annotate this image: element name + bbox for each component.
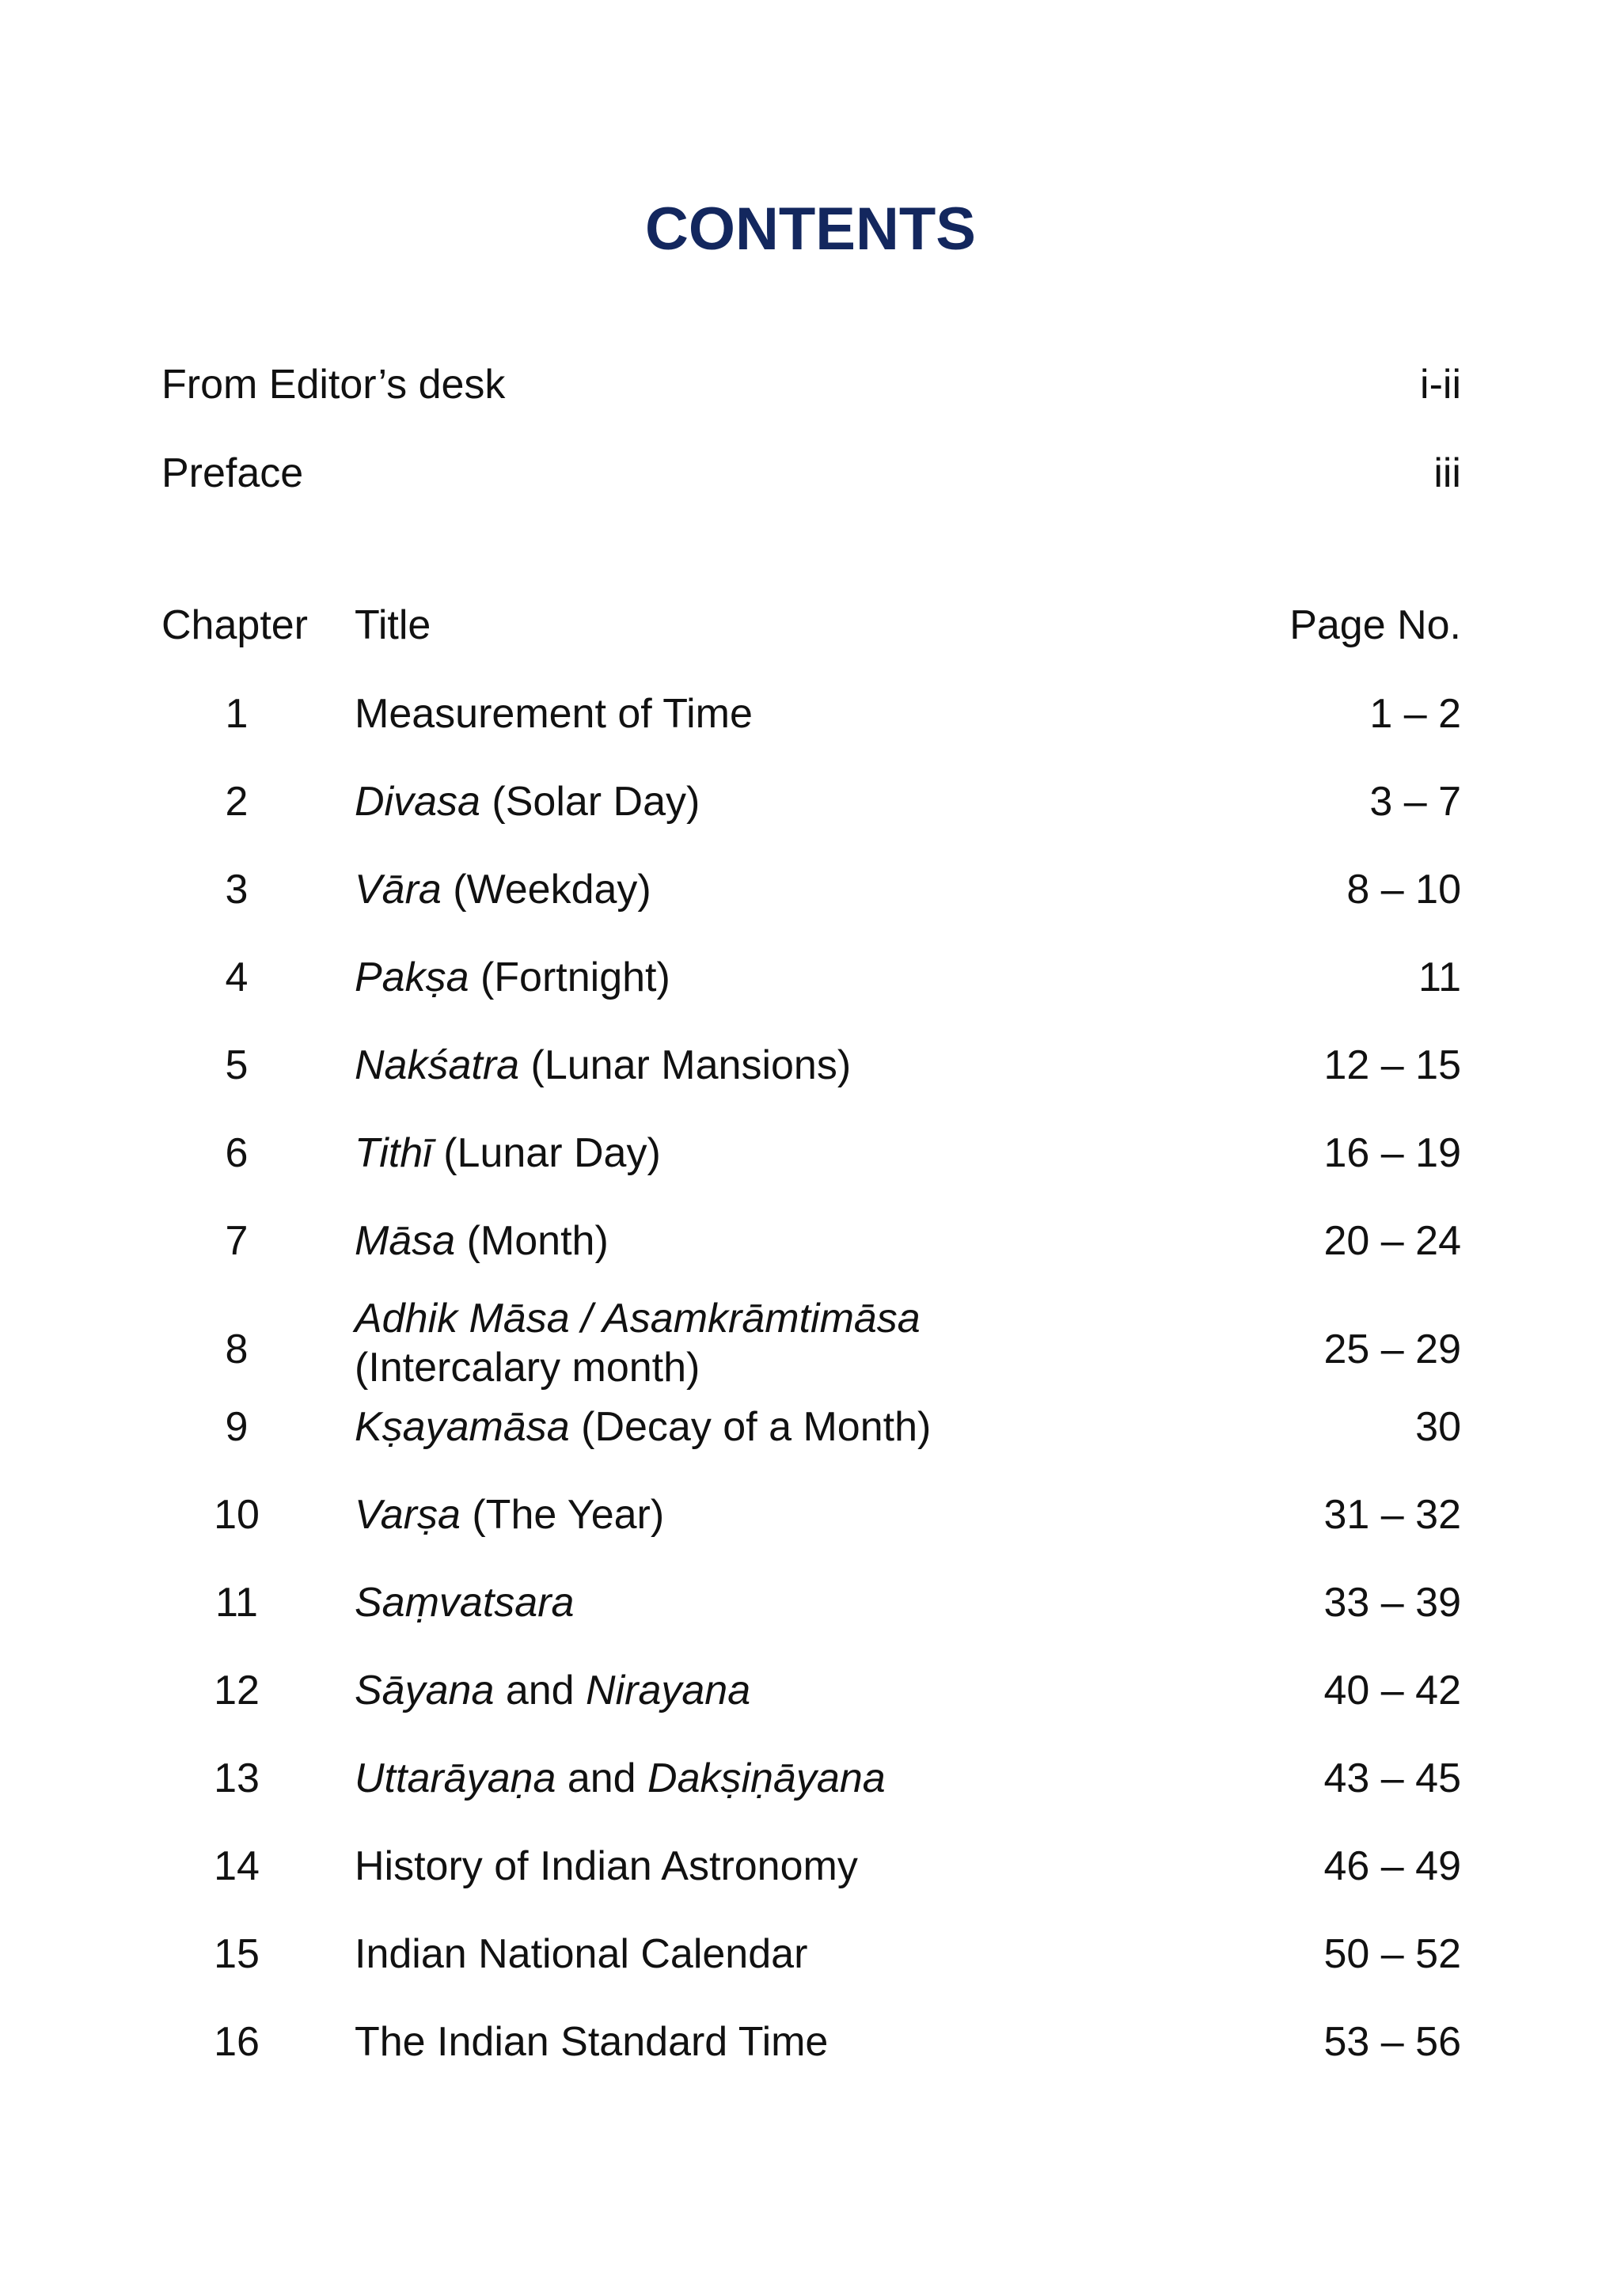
chapter-number: 15 xyxy=(214,1931,260,1977)
chapter-title-term: Vāra xyxy=(355,867,442,913)
chapter-row[interactable] xyxy=(161,1037,1461,1125)
chapter-title-term: Pakṣa xyxy=(355,954,469,1000)
chapter-pages: 16 – 19 xyxy=(1323,1130,1461,1176)
chapter-row[interactable] xyxy=(161,861,1461,949)
column-header-chapter: Chapter xyxy=(161,602,308,648)
front-matter-pages: iii xyxy=(1433,450,1461,496)
front-matter-preface[interactable] xyxy=(161,448,1461,499)
chapter-title-line xyxy=(355,1343,921,1392)
chapter-number: 1 xyxy=(225,691,249,737)
chapter-row[interactable] xyxy=(161,1125,1461,1213)
chapter-title-term: Nirayana xyxy=(586,1668,751,1713)
chapter-title-text: (Solar Day) xyxy=(480,779,700,825)
chapter-title-text: Measurement of Time xyxy=(355,691,753,737)
chapter-list xyxy=(161,685,1461,2101)
chapter-row[interactable] xyxy=(161,2013,1461,2101)
chapter-title-term: Saṃvatsara xyxy=(355,1580,575,1626)
chapter-title-text: and xyxy=(556,1755,648,1801)
chapter-row[interactable] xyxy=(161,1296,1461,1398)
front-matter-editors-desk[interactable] xyxy=(161,359,1461,410)
chapter-pages: 30 xyxy=(1415,1404,1461,1450)
chapter-title-line xyxy=(355,1574,574,1631)
chapter-number: 4 xyxy=(225,954,249,1000)
chapter-title-line xyxy=(355,1398,931,1455)
chapter-title xyxy=(355,1750,886,1807)
chapter-row[interactable] xyxy=(161,773,1461,861)
chapter-title-text: (Month) xyxy=(455,1218,609,1264)
chapter-title xyxy=(355,1037,851,1094)
chapter-row[interactable] xyxy=(161,1574,1461,1662)
chapter-title-term: Kṣayamāsa xyxy=(355,1404,570,1450)
chapter-row[interactable] xyxy=(161,1926,1461,2013)
chapter-pages: 12 – 15 xyxy=(1323,1042,1461,1088)
front-matter-pages: i-ii xyxy=(1420,362,1461,408)
chapter-number: 6 xyxy=(225,1130,249,1176)
chapter-title-text: (The Year) xyxy=(460,1492,665,1538)
page-title: CONTENTS xyxy=(645,195,976,263)
chapter-title-line xyxy=(355,773,700,830)
chapter-title-line xyxy=(355,1213,609,1269)
chapter-number: 11 xyxy=(215,1580,258,1626)
chapter-title xyxy=(355,2013,828,2070)
chapter-pages: 3 – 7 xyxy=(1369,779,1461,825)
chapter-title-term: Varṣa xyxy=(355,1492,461,1538)
table-header xyxy=(161,600,1461,651)
chapter-title-text: (Lunar Day) xyxy=(431,1130,661,1176)
chapter-title xyxy=(355,685,753,742)
chapter-pages: 43 – 45 xyxy=(1323,1755,1461,1801)
chapter-title-line xyxy=(355,1838,858,1895)
chapter-title-line xyxy=(355,861,651,918)
chapter-title-term: Sāyana xyxy=(355,1668,495,1713)
chapter-title-term: Divasa xyxy=(355,779,480,825)
chapter-title xyxy=(355,1926,807,1983)
column-header-page: Page No. xyxy=(1289,602,1461,648)
chapter-pages: 50 – 52 xyxy=(1323,1931,1461,1977)
chapter-title xyxy=(355,1574,574,1631)
chapter-number: 10 xyxy=(214,1492,260,1538)
chapter-row[interactable] xyxy=(161,1486,1461,1574)
chapter-title-text: (Intercalary month) xyxy=(355,1345,700,1391)
chapter-title xyxy=(355,1838,858,1895)
chapter-pages: 8 – 10 xyxy=(1346,867,1461,913)
chapter-pages: 1 – 2 xyxy=(1369,691,1461,737)
chapter-title-line xyxy=(355,1750,886,1807)
chapter-title-line xyxy=(355,1662,750,1719)
chapter-title-text: Indian National Calendar xyxy=(355,1931,808,1977)
chapter-number: 13 xyxy=(214,1755,260,1801)
chapter-row[interactable] xyxy=(161,1398,1461,1486)
chapter-row[interactable] xyxy=(161,1662,1461,1750)
chapter-title xyxy=(355,1294,921,1392)
chapter-pages: 53 – 56 xyxy=(1323,2019,1461,2065)
chapter-title xyxy=(355,773,700,830)
chapter-number: 3 xyxy=(225,867,249,913)
chapter-title-line xyxy=(355,1037,851,1094)
chapter-title xyxy=(355,1398,931,1455)
chapter-title-line xyxy=(355,2013,828,2070)
front-matter-label: From Editor’s desk xyxy=(161,362,506,408)
chapter-row[interactable] xyxy=(161,1838,1461,1926)
chapter-title-text: and xyxy=(494,1668,587,1713)
chapter-title-line xyxy=(355,685,753,742)
chapter-row[interactable] xyxy=(161,1750,1461,1838)
chapter-title-text: The Indian Standard Time xyxy=(355,2019,829,2065)
chapter-title-term: Uttarāyaṇa xyxy=(355,1755,556,1801)
chapter-title-term: Māsa xyxy=(355,1218,456,1264)
chapter-pages: 11 xyxy=(1418,954,1461,1000)
chapter-title-text: (Decay of a Month) xyxy=(569,1404,932,1450)
chapter-pages: 31 – 32 xyxy=(1323,1492,1461,1538)
chapter-title-text: History of Indian Astronomy xyxy=(355,1843,858,1889)
chapter-number: 2 xyxy=(225,779,249,825)
chapter-number: 9 xyxy=(225,1404,249,1450)
chapter-pages: 46 – 49 xyxy=(1323,1843,1461,1889)
front-matter-label: Preface xyxy=(161,450,304,496)
chapter-title-term: Dakṣiṇāyana xyxy=(647,1755,886,1801)
chapter-pages: 40 – 42 xyxy=(1323,1668,1461,1713)
chapter-title xyxy=(355,1213,609,1269)
chapter-title xyxy=(355,861,651,918)
chapter-pages: 33 – 39 xyxy=(1323,1580,1461,1626)
chapter-title-text: (Lunar Mansions) xyxy=(519,1042,852,1088)
chapter-title xyxy=(355,1662,750,1719)
chapter-row[interactable] xyxy=(161,1213,1461,1300)
chapter-title xyxy=(355,1125,661,1182)
chapter-title-line xyxy=(355,1125,661,1182)
chapter-number: 16 xyxy=(214,2019,260,2065)
chapter-number: 5 xyxy=(225,1042,249,1088)
chapter-title-term: Tithī xyxy=(355,1130,432,1176)
chapter-title-line xyxy=(355,949,670,1006)
chapter-title-line xyxy=(355,1926,807,1983)
chapter-title-term: Nakśatra xyxy=(355,1042,520,1088)
chapter-number: 12 xyxy=(214,1668,260,1713)
chapter-title xyxy=(355,949,670,1006)
chapter-title-line xyxy=(355,1294,921,1343)
chapter-title-text: (Weekday) xyxy=(441,867,651,913)
chapter-title-line xyxy=(355,1486,664,1543)
chapter-row[interactable] xyxy=(161,685,1461,773)
chapter-pages: 20 – 24 xyxy=(1323,1218,1461,1264)
chapter-pages: 25 – 29 xyxy=(1323,1326,1461,1372)
chapter-row[interactable] xyxy=(161,949,1461,1037)
chapter-number: 14 xyxy=(214,1843,260,1889)
chapter-title-text: (Fortnight) xyxy=(469,954,670,1000)
chapter-number: 7 xyxy=(225,1218,249,1264)
chapter-title xyxy=(355,1486,664,1543)
chapter-title-term: Adhik Māsa / Asamkrāmtimāsa xyxy=(355,1296,921,1342)
chapter-number: 8 xyxy=(225,1326,249,1372)
column-header-title: Title xyxy=(355,602,431,648)
